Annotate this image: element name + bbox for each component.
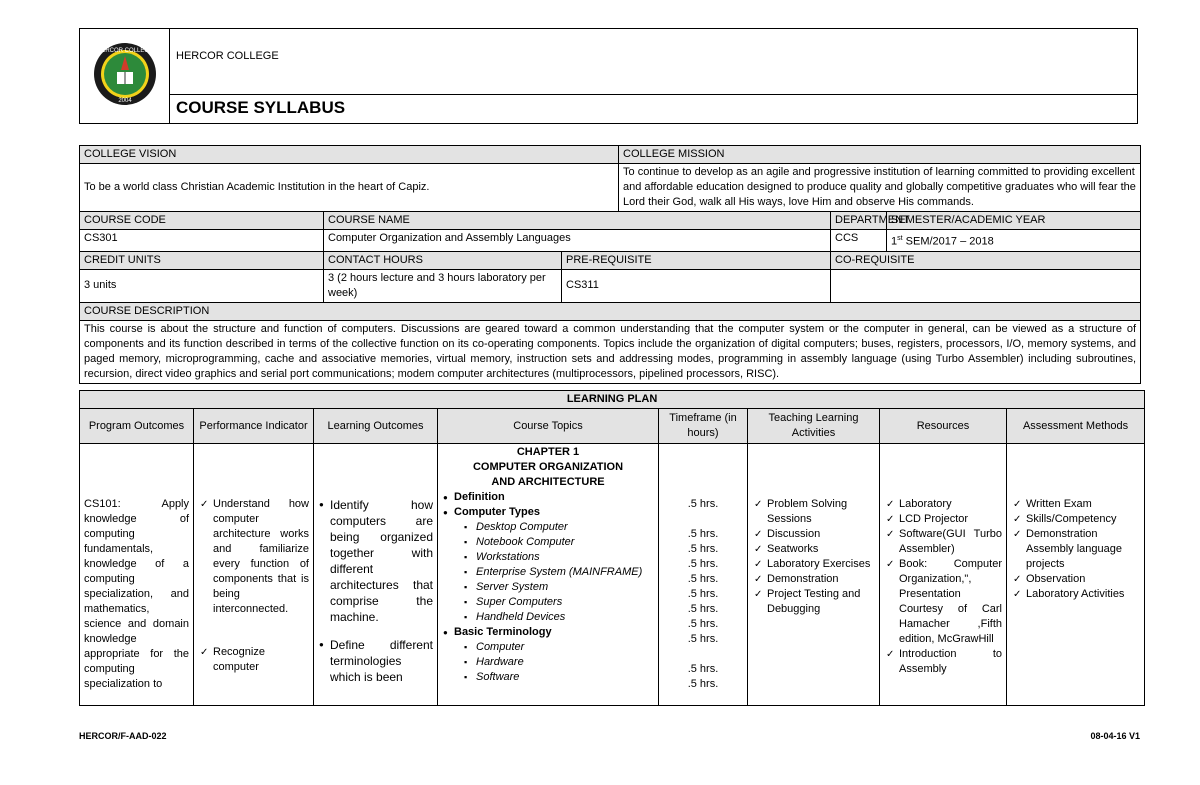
footer-form-code: HERCOR/F-AAD-022 (79, 731, 167, 741)
indicator-item: ✓ Recognize computer (198, 645, 309, 675)
desc-label: COURSE DESCRIPTION (80, 302, 1141, 320)
college-name: HERCOR COLLEGE (170, 29, 1138, 95)
activity-item: ✓ Seatworks (752, 542, 875, 557)
prereq-label: PRE-REQUISITE (562, 251, 831, 269)
semester-sup: st (897, 235, 903, 242)
time-item: .5 hrs. (687, 678, 719, 690)
coreq-label: CO-REQUISITE (831, 251, 1141, 269)
header-teaching-activities: Teaching Learning Activities (748, 409, 880, 444)
time-item: .5 hrs. (687, 603, 719, 615)
header-timeframe: Timeframe (in hours) (659, 409, 748, 444)
mission-text: To continue to develop as an agile and progressive institution of learning committed to providing excellent and affordable education designed to produce quality and globally competitive graduates who will fear the Lord their God, walk all His ways, love Him and observe His commands. (619, 164, 1141, 212)
resource-item: ✓ Introduction to Assembly (884, 647, 1002, 677)
resource-item: ✓ Software(GUI Turbo Assembler) (884, 527, 1002, 557)
type-item: ▪ Super Computers (442, 595, 654, 610)
semester-label: SEMESTER/ACADEMIC YEAR (887, 212, 1141, 230)
topic-definition: ● Definition (442, 490, 654, 505)
header-learning-outcomes: Learning Outcomes (314, 409, 438, 444)
learning-plan-table (79, 390, 1145, 706)
time-item: .5 hrs. (687, 663, 719, 675)
resource-item: ✓ Laboratory (884, 497, 1002, 512)
type-item: ▪ Server System (442, 580, 654, 595)
program-outcome-cell (80, 444, 194, 706)
contact-label: CONTACT HOURS (324, 251, 562, 269)
activity-item: ✓ Laboratory Exercises (752, 557, 875, 572)
college-logo (93, 42, 157, 106)
course-description: This course is about the structure and function of computers. Discussions are geared toward a common understanding that the computer system or the computer in general, can be viewed as a structure of components and its function described in terms of the collective function on its co-operating components. Topics include the organization of digital computers; buses, registers, processors, I/O, memory systems, and paged memory, microprogramming, cache and associative memories, virtual memory, instruction sets and addressing modes, programming in assembly language (using Turbo Assembler) including subroutines, recursion, direct video graphics and serial port communications; modem computer architectures (multiprocessors, pipelined processors, RISC). (80, 320, 1141, 383)
time-item: .5 hrs. (687, 618, 719, 630)
time-item: .5 hrs. (687, 633, 719, 645)
course-name-label: COURSE NAME (324, 212, 831, 230)
type-item: ▪ Handheld Devices (442, 610, 654, 625)
chapter-number: CHAPTER 1 (516, 446, 580, 458)
indicator-cell (194, 444, 314, 706)
header-assessment: Assessment Methods (1007, 409, 1145, 444)
resource-item: ✓ LCD Projector (884, 512, 1002, 527)
logo-cell (80, 29, 170, 124)
header-box (79, 28, 1138, 124)
header-resources: Resources (880, 409, 1007, 444)
indicator-item: ✓ Understand how computer architecture works and familiarize every function of components that is being interconnected. (198, 497, 309, 617)
course-topics-cell (438, 444, 659, 706)
prereq: CS311 (562, 269, 831, 302)
coreq (831, 269, 1141, 302)
learning-outcome-item: ● Define different terminologies which is been (318, 637, 433, 685)
course-code-label: COURSE CODE (80, 212, 324, 230)
header-performance-indicator: Performance Indicator (194, 409, 314, 444)
logo-year: 2004 (117, 97, 132, 104)
course-code: CS301 (80, 230, 324, 252)
department: CCS (831, 230, 887, 252)
credit-label: CREDIT UNITS (80, 251, 324, 269)
semester (887, 230, 1141, 252)
activity-item: ✓ Project Testing and Debugging (752, 587, 875, 617)
activity-item: ✓ Discussion (752, 527, 875, 542)
time-item: .5 hrs. (687, 573, 719, 585)
assessment-item: ✓ Laboratory Activities (1011, 587, 1140, 602)
time-item: .5 hrs. (687, 558, 719, 570)
program-outcome-text: CS101: Apply knowledge of computing fundamentals, knowledge of a computing specialization, and mathematics, science and domain knowledge appropriate for the computing specialization to (84, 498, 189, 690)
term-item: ▪ Software (442, 670, 654, 685)
time-item: .5 hrs. (687, 588, 719, 600)
header-program-outcomes: Program Outcomes (80, 409, 194, 444)
time-item: .5 hrs. (687, 498, 719, 510)
activities-cell (748, 444, 880, 706)
activity-item: ✓ Problem Solving Sessions (752, 497, 875, 527)
assessment-cell (1007, 444, 1145, 706)
course-name: Computer Organization and Assembly Languages (324, 230, 831, 252)
course-info-table (79, 145, 1141, 384)
semester-num: 1 (891, 235, 898, 248)
chapter-title: COMPUTER ORGANIZATION AND ARCHITECTURE (472, 461, 624, 488)
assessment-item: ✓ Written Exam (1011, 497, 1140, 512)
topic-basic-terminology: ● Basic Terminology (442, 625, 654, 640)
footer-version: 08-04-16 V1 (1090, 731, 1140, 741)
term-item: ▪ Computer (442, 640, 654, 655)
assessment-item: ✓ Demonstration Assembly language projects (1011, 527, 1140, 572)
contact-hours: 3 (2 hours lecture and 3 hours laboratory per week) (324, 269, 562, 302)
credit-units: 3 units (80, 269, 324, 302)
activity-item: ✓ Demonstration (752, 572, 875, 587)
mission-label: COLLEGE MISSION (619, 146, 1141, 164)
time-item: .5 hrs. (687, 543, 719, 555)
department-label: DEPARTMENT (831, 212, 887, 230)
vision-text: To be a world class Christian Academic Institution in the heart of Capiz. (80, 164, 619, 212)
page-title: COURSE SYLLABUS (170, 95, 1138, 124)
term-item: ▪ Hardware (442, 655, 654, 670)
resource-item: ✓ Book: Computer Organization,", Presentation Courtesy of Carl Hamacher ,Fifth edition, McGrawHill (884, 557, 1002, 647)
assessment-item: ✓ Observation (1011, 572, 1140, 587)
header-course-topics: Course Topics (438, 409, 659, 444)
assessment-item: ✓ Skills/Competency (1011, 512, 1140, 527)
time-item: .5 hrs. (687, 528, 719, 540)
logo-text: HERCOR COLLEGE (96, 47, 153, 54)
resources-cell (880, 444, 1007, 706)
learning-outcomes-cell (314, 444, 438, 706)
semester-rest: SEM/2017 – 2018 (902, 235, 994, 248)
topic-computer-types: ● Computer Types (442, 505, 654, 520)
learning-outcome-item: ● Identify how computers are being organized together with different architectures that comprise the machine. (318, 497, 433, 625)
type-item: ▪ Notebook Computer (442, 535, 654, 550)
type-item: ▪ Desktop Computer (442, 520, 654, 535)
timeframe-cell (659, 444, 748, 706)
type-item: ▪ Enterprise System (MAINFRAME) (442, 565, 654, 580)
type-item: ▪ Workstations (442, 550, 654, 565)
learning-plan-title: LEARNING PLAN (80, 391, 1145, 409)
vision-label: COLLEGE VISION (80, 146, 619, 164)
